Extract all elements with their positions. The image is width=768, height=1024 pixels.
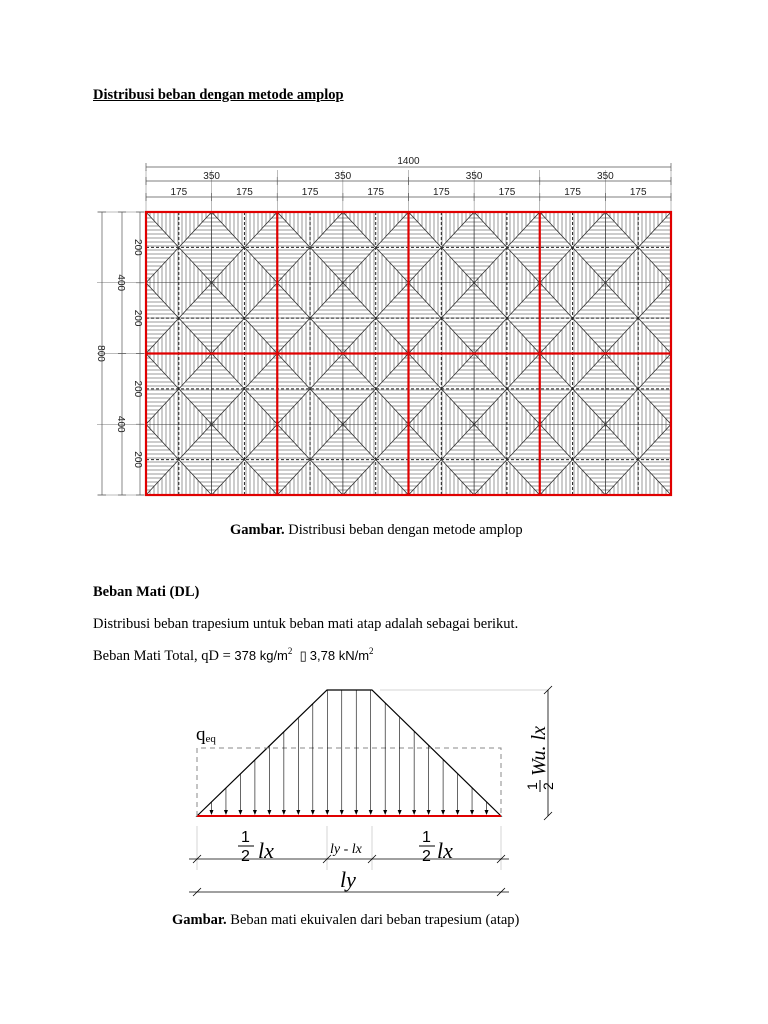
qeq-label: qeq [196,724,216,745]
dim-half-x: 175 [564,187,581,198]
dim-total-x: 1400 [397,156,420,167]
load-arrowhead [296,810,300,815]
half-lx-right-den: 2 [422,848,431,865]
load-arrowhead [456,810,460,815]
section-heading: Distribusi beban dengan metode amplop [93,87,344,103]
load-arrowhead [209,810,213,815]
load-arrowhead [354,810,358,815]
section-title: Beban Mati (DL) [93,584,200,600]
load-arrowhead [427,810,431,815]
load-arrowhead [398,810,402,815]
dim-half-x: 175 [170,187,188,198]
dim-half-x: 175 [301,187,319,198]
dim-span-x: 350 [203,171,220,182]
dim-half-x: 175 [367,187,385,198]
equivalent-load-line [197,748,501,816]
dim-half-y: 200 [132,309,143,327]
figure-caption-1: Gambar. Distribusi beban dengan metode amplop [230,522,523,538]
load-arrowhead [369,810,373,815]
dim-total-y: 800 [95,345,106,362]
load-arrowhead [441,810,445,815]
figure-caption-2: Gambar. Beban mati ekuivalen dari beban trapesium (atap) [172,912,520,928]
load-arrowhead [282,810,286,815]
dim-span-y: 400 [115,415,126,433]
load-arrowhead [238,810,242,815]
dim-span-x: 350 [465,171,483,182]
dim-half-x: 175 [432,187,450,198]
load-arrowhead [340,810,344,815]
dim-span-x: 350 [334,171,352,182]
load-arrowhead [325,810,329,815]
load-arrowhead [412,810,416,815]
lx-left: lx [258,838,274,863]
dim-span-y: 400 [115,274,126,292]
ly-label: ly [340,867,356,892]
load-arrowhead [311,810,315,815]
load-arrowhead [470,810,474,815]
dim-half-y: 200 [132,239,143,256]
half-wu-den: 2 [540,782,556,790]
paragraph-1: Distribusi beban trapesium untuk beban mati atap adalah sebagai berikut. [93,616,519,632]
dim-half-x: 175 [236,187,253,198]
ly-minus-lx: ly - lx [330,842,362,857]
half-lx-left-den: 2 [241,848,250,865]
half-lx-left-num: 1 [241,829,250,846]
trapezoid-load-diagram [0,680,768,910]
dim-half-y: 200 [132,380,143,398]
load-arrowhead [253,810,257,815]
paragraph-2: Beban Mati Total, qD = 378 $kg/m^2$ ▯ 3,78 $kN/m^2$ [93,646,374,664]
dim-half-y: 200 [132,451,143,468]
lx-right: lx [437,838,453,863]
half-lx-right-num: 1 [422,829,431,846]
load-arrowhead [224,810,228,815]
wu-lx-label: Wu. lx [528,726,550,776]
dim-span-x: 350 [597,171,614,182]
load-arrowhead [383,810,387,815]
dim-half-x: 175 [498,187,516,198]
trapezoid-load [197,690,501,816]
dim-half-x: 175 [629,187,647,198]
load-arrowhead [485,810,489,815]
load-arrowhead [267,810,271,815]
half-wu-num: 1 [524,782,540,790]
